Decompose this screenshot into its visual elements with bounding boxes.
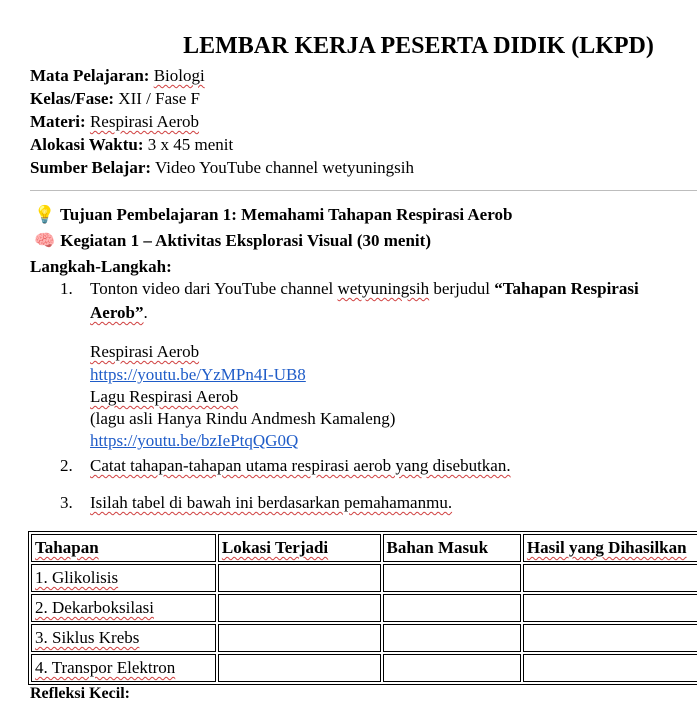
langkah-label: Langkah-Langkah: (30, 257, 172, 276)
refleksi-label: Refleksi Kecil: (30, 685, 130, 702)
table-cell[interactable] (523, 594, 697, 622)
table-header-cell: Lokasi Terjadi (218, 534, 381, 562)
table-cell: 4. Transpor Elektron (31, 654, 216, 682)
step-1-text-cont: Aerob”. (90, 303, 148, 322)
table-cell: 3. Siklus Krebs (31, 624, 216, 652)
step-3-text: Isilah tabel di bawah ini berdasarkan pemahamanmu. (90, 493, 453, 512)
table-cell[interactable] (383, 594, 521, 622)
step-1-number: 1. (60, 279, 73, 298)
table-cell[interactable] (523, 564, 697, 592)
step-2-text: Catat tahapan-tahapan utama respirasi aerob yang disebutkan. (90, 456, 511, 475)
table-cell[interactable] (383, 654, 521, 682)
page-title: LEMBAR KERJA PESERTA DIDIK (LKPD) (183, 33, 654, 59)
table-header-cell: Hasil yang Dihasilkan (523, 534, 697, 562)
divider (30, 190, 697, 191)
tujuan-heading: 💡 Tujuan Pembelajaran 1: Memahami Tahapan Respirasi Aerob (34, 205, 513, 225)
table-cell: 2. Dekarboksilasi (31, 594, 216, 622)
table-row (31, 564, 697, 592)
table-cell[interactable] (383, 624, 521, 652)
meta-sumber: Sumber Belajar: Video YouTube channel wetyuningsih (30, 158, 415, 177)
tahapan-table (28, 531, 697, 685)
meta-info (30, 64, 414, 179)
meta-materi: Materi: Respirasi Aerob (30, 112, 200, 131)
table-header-cell: Tahapan (31, 534, 216, 562)
table-cell[interactable] (383, 564, 521, 592)
step-1-text: Tonton video dari YouTube channel wetyuningsih berjudul “Tahapan Respirasi (90, 279, 639, 298)
kegiatan-heading: 🧠 Kegiatan 1 – Aktivitas Eksplorasi Visual (30 menit) (34, 231, 431, 251)
video-2-link[interactable]: https://youtu.be/bzIePtqQG0Q (90, 431, 299, 450)
video-1-link[interactable]: https://youtu.be/YzMPn4I-UB8 (90, 365, 306, 384)
table-row (31, 594, 697, 622)
step-3-number: 3. (60, 493, 73, 512)
table-cell: 1. Glikolisis (31, 564, 216, 592)
table-cell[interactable] (523, 624, 697, 652)
meta-kelas: Kelas/Fase: XII / Fase F (30, 89, 200, 108)
table-cell[interactable] (218, 564, 381, 592)
brain-icon: 🧠 (34, 231, 56, 251)
table-row (31, 654, 697, 682)
table-header-row (31, 534, 697, 562)
video-1-title: Respirasi Aerob (90, 342, 200, 361)
meta-alokasi: Alokasi Waktu: 3 x 45 menit (30, 135, 234, 154)
table-cell[interactable] (523, 654, 697, 682)
table-cell[interactable] (218, 594, 381, 622)
video-2-note: (lagu asli Hanya Rindu Andmesh Kamaleng) (90, 409, 396, 428)
table-cell[interactable] (218, 654, 381, 682)
table-header-cell: Bahan Masuk (383, 534, 521, 562)
step-2-number: 2. (60, 456, 73, 475)
video-2-title: Lagu Respirasi Aerob (90, 387, 239, 406)
table-cell[interactable] (218, 624, 381, 652)
meta-mapel: Mata Pelajaran: Biologi (30, 66, 205, 85)
lightbulb-icon: 💡 (34, 205, 56, 225)
table-row (31, 624, 697, 652)
